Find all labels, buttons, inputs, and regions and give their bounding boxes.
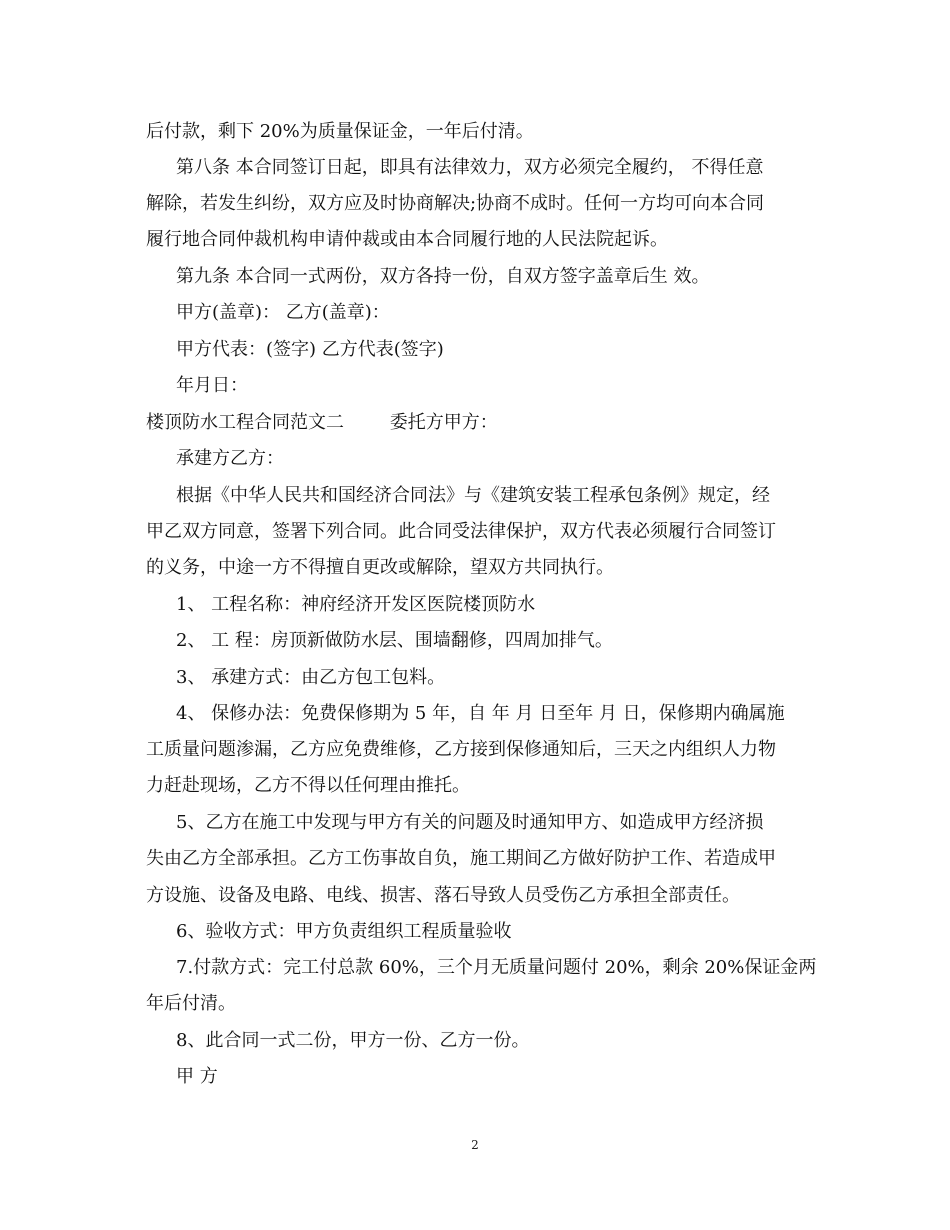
text-line: 年后付清。 [146, 993, 236, 1014]
text-line: 失由乙方全部承担。乙方工伤事故自负，施工期间乙方做好防护工作、若造成甲 [146, 848, 776, 869]
text-line: 后付款，剩下 20%为质量保证金，一年后付清。 [146, 121, 534, 142]
text-line: 7.付款方式：完工付总款 60%，三个月无质量问题付 20%，剩余 20%保证金两 [176, 957, 817, 978]
text-line: 甲方代表：(签字) 乙方代表(签字) [176, 339, 444, 360]
text-line: 第九条 本合同一式两份，双方各持一份，自双方签字盖章后生 效。 [176, 266, 710, 287]
section-heading: 楼顶防水工程合同范文二 委托方甲方： [146, 412, 498, 433]
page-number: 2 [471, 1138, 479, 1152]
text-line: 第八条 本合同签订日起，即具有法律效力，双方必须完全履约， 不得任意 [176, 157, 764, 178]
text-line: 履行地合同仲裁机构申请仲裁或由本合同履行地的人民法院起诉。 [146, 229, 668, 250]
text-line: 年月日： [176, 375, 248, 396]
text-line: 方设施、设备及电路、电线、损害、落石导致人员受伤乙方承担全部责任。 [146, 885, 740, 906]
text-line: 2、 工 程：房顶新做防水层、围墙翻修，四周加排气。 [176, 630, 613, 651]
text-line: 甲方(盖章)： 乙方(盖章)： [176, 302, 390, 323]
text-line: 承建方乙方： [176, 448, 284, 469]
text-line: 的义务，中途一方不得擅自更改或解除，望双方共同执行。 [146, 557, 614, 578]
text-line: 5、乙方在施工中发现与甲方有关的问题及时通知甲方、如造成甲方经济损 [176, 812, 764, 833]
text-line: 根据《中华人民共和国经济合同法》与《建筑安装工程承包条例》规定，经 [176, 485, 770, 506]
text-line: 甲 方 [176, 1066, 218, 1087]
text-line: 甲乙双方同意，签署下列合同。此合同受法律保护，双方代表必须履行合同签订 [146, 521, 776, 542]
text-line: 工质量问题渗漏，乙方应免费维修，乙方接到保修通知后，三天之内组织人力物 [146, 739, 776, 760]
text-line: 3、 承建方式：由乙方包工包料。 [176, 667, 446, 688]
text-line: 6、验收方式：甲方负责组织工程质量验收 [176, 921, 512, 942]
text-line: 解除，若发生纠纷，双方应及时协商解决;协商不成时。任何一方均可向本合同 [146, 193, 765, 214]
text-line: 8、此合同一式二份，甲方一份、乙方一份。 [176, 1030, 530, 1051]
text-line: 力赶赴现场，乙方不得以任何理由推托。 [146, 775, 470, 796]
text-line: 4、 保修办法：免费保修期为 5 年，自 年 月 日至年 月 日，保修期内确属施 [176, 703, 785, 724]
text-line: 1、 工程名称：神府经济开发区医院楼顶防水 [176, 594, 536, 615]
